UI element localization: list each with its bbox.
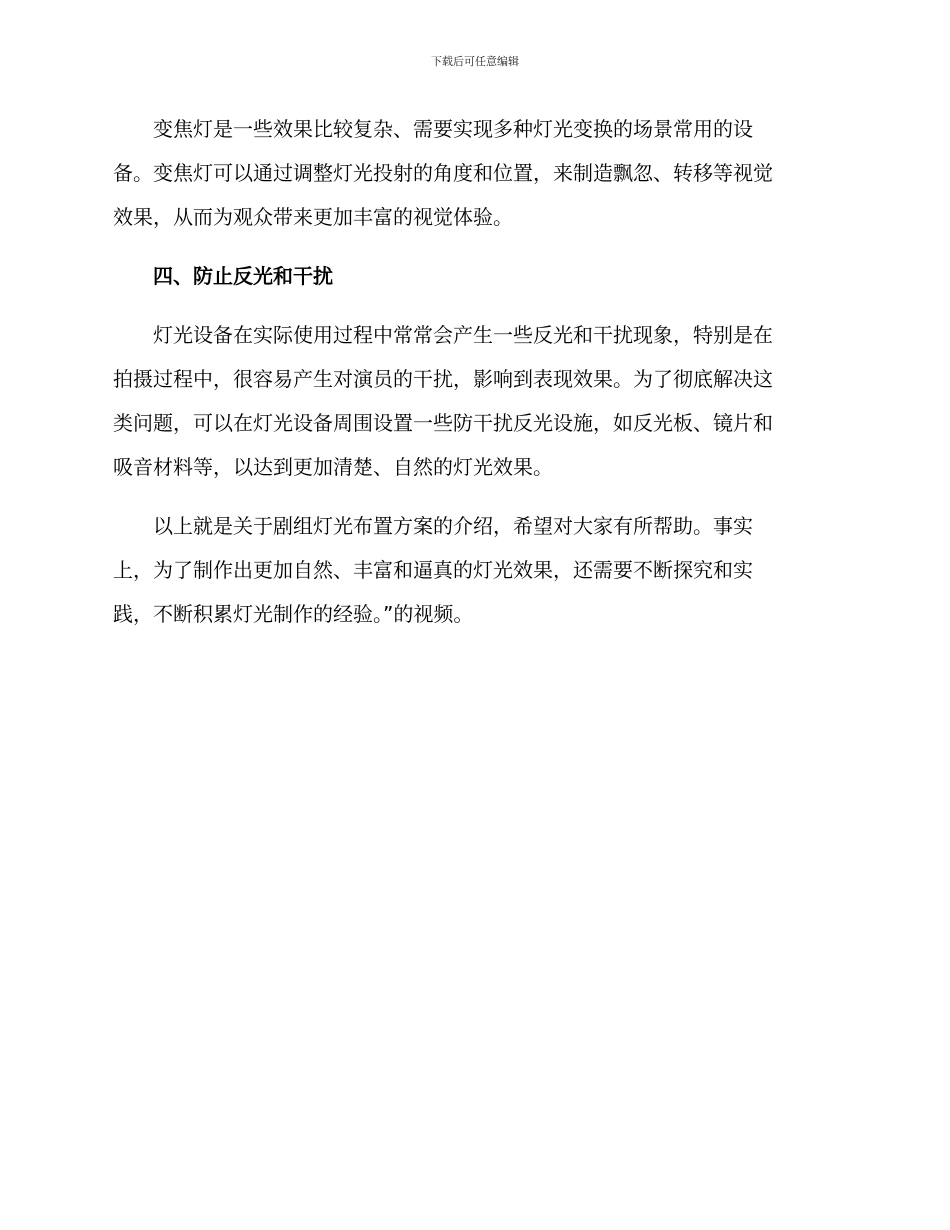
- text-line: 践，不断积累灯光制作的经验。”的视频。: [113, 602, 474, 626]
- section-heading-text: 四、防止反光和干扰: [153, 264, 333, 288]
- page-header: 下载后可任意编辑: [431, 55, 519, 68]
- paragraph-zoom-light: [113, 107, 833, 239]
- paragraph-reflection: [113, 313, 833, 489]
- text-line: 上，为了制作出更加自然、丰富和逼真的灯光效果，还需要不断探究和实: [113, 558, 753, 582]
- text-line: 拍摄过程中，很容易产生对演员的干扰，影响到表现效果。为了彻底解决这: [113, 367, 773, 391]
- text-line: 灯光设备在实际使用过程中常常会产生一些反光和干扰现象，特别是在: [153, 323, 773, 347]
- text-line: 变焦灯是一些效果比较复杂、需要实现多种灯光变换的场景常用的设: [153, 117, 753, 141]
- text-line: 吸音材料等，以达到更加清楚、自然的灯光效果。: [113, 455, 553, 479]
- text-line: 类问题，可以在灯光设备周围设置一些防干扰反光设施，如反光板、镜片和: [113, 411, 773, 435]
- section-heading: [113, 254, 833, 298]
- paragraph-conclusion: [113, 504, 833, 636]
- document-body: [113, 107, 833, 651]
- text-line: 效果，从而为观众带来更加丰富的视觉体验。: [113, 205, 513, 229]
- text-line: 备。变焦灯可以通过调整灯光投射的角度和位置，来制造飘忽、转移等视觉: [113, 161, 773, 185]
- text-line: 以上就是关于剧组灯光布置方案的介绍，希望对大家有所帮助。事实: [153, 514, 753, 538]
